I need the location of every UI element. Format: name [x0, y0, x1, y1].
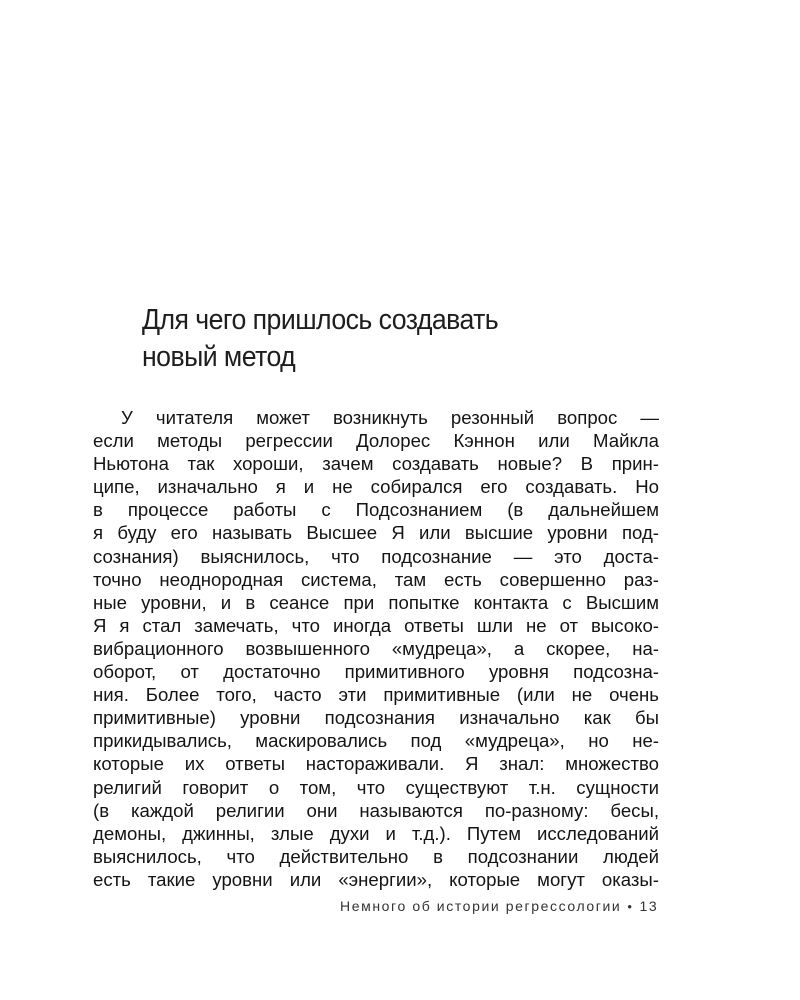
- text-line: есть такие уровни или «энергии», которые могут оказы-: [93, 868, 659, 890]
- text-line: прикидывались, маскировались под «мудреца», но не-: [93, 730, 659, 752]
- chapter-heading-line-2: новый метод: [142, 341, 296, 373]
- page-number: 13: [639, 898, 659, 914]
- text-line: которые их ответы настораживали. Я знал: множество: [93, 753, 659, 775]
- text-line: (в каждой религии они называются по-разному: бесы,: [93, 799, 659, 821]
- body-paragraph: [93, 406, 659, 891]
- text-line: религий говорит о том, что существуют т.н. сущности: [93, 776, 659, 798]
- text-line: ные уровни, и в сеансе при попытке контакта с Высшим: [93, 591, 659, 613]
- text-line: точно неоднородная система, там есть совершенно раз-: [93, 568, 659, 590]
- text-line: я буду его называть Высшее Я или высшие уровни под-: [93, 522, 659, 544]
- text-line: если методы регрессии Долорес Кэннон или Майкла: [93, 430, 659, 452]
- text-line: Я я стал замечать, что иногда ответы шли не от высоко-: [93, 614, 659, 636]
- text-line: вибрационного возвышенного «мудреца», а скорее, на-: [93, 637, 659, 659]
- text-line: ципе, изначально я и не собирался его создавать. Но: [93, 476, 659, 498]
- chapter-heading: [142, 302, 657, 376]
- text-line: оборот, от достаточно примитивного уровня подсозна-: [93, 661, 659, 683]
- text-line: в процессе работы с Подсознанием (в дальнейшем: [93, 499, 659, 521]
- bullet-separator: •: [627, 899, 634, 914]
- page-footer: [340, 898, 700, 914]
- text-line: Ньютона так хороши, зачем создавать новые? В прин-: [93, 453, 659, 475]
- text-line: примитивные) уровни подсознания изначально как бы: [93, 707, 659, 729]
- text-line: сознания) выяснилось, что подсознание — это доста-: [93, 545, 659, 567]
- running-title: Немного об истории регрессологии: [340, 898, 622, 914]
- text-line: ния. Более того, часто эти примитивные (или не очень: [93, 684, 659, 706]
- text-line: демоны, джинны, злые духи и т.д.). Путем исследований: [93, 822, 659, 844]
- text-line: У читателя может возникнуть резонный вопрос —: [121, 407, 659, 428]
- text-line: выяснилось, что действительно в подсознании людей: [93, 845, 659, 867]
- chapter-heading-line-1: Для чего пришлось создавать: [142, 304, 499, 336]
